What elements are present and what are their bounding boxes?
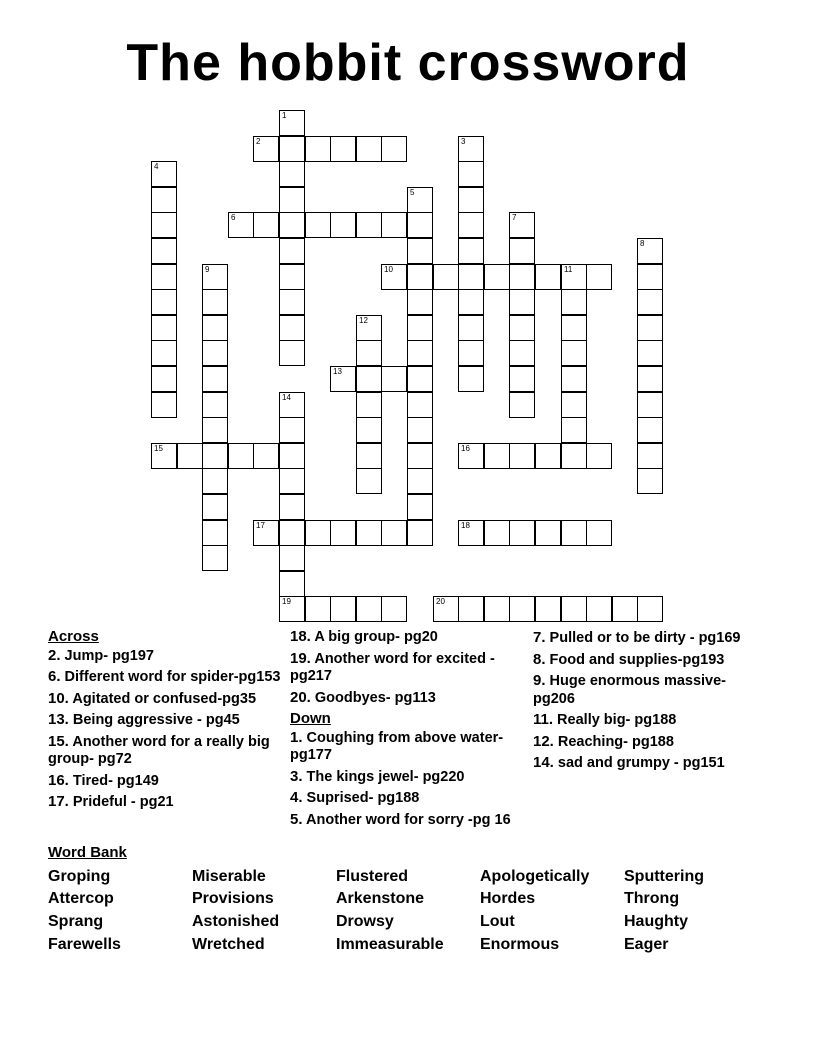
- grid-cell[interactable]: [484, 596, 510, 622]
- grid-cell[interactable]: [637, 366, 663, 392]
- grid-cell[interactable]: [356, 392, 382, 418]
- grid-cell[interactable]: [561, 443, 587, 469]
- grid-cell[interactable]: [151, 366, 177, 392]
- clue-number-label: 8.: [533, 650, 546, 668]
- grid-cell[interactable]: [228, 443, 254, 469]
- grid-cell[interactable]: [151, 212, 177, 238]
- grid-cell[interactable]: [535, 596, 561, 622]
- grid-cell[interactable]: [279, 264, 305, 290]
- clue-number-label: 5.: [290, 810, 303, 828]
- grid-cell[interactable]: [561, 289, 587, 315]
- grid-cell[interactable]: [407, 238, 433, 264]
- grid-cell[interactable]: [484, 264, 510, 290]
- down-clue: [290, 729, 535, 765]
- across-clue: [290, 689, 535, 708]
- grid-cell[interactable]: [253, 443, 279, 469]
- clue-number: 8: [640, 239, 645, 248]
- grid-cell[interactable]: [151, 238, 177, 264]
- grid-cell[interactable]: [407, 340, 433, 366]
- grid-cell[interactable]: [407, 417, 433, 443]
- grid-cell[interactable]: [458, 289, 484, 315]
- grid-cell[interactable]: [637, 315, 663, 341]
- across-clue-list-continued: [290, 628, 535, 707]
- grid-cell[interactable]: [407, 392, 433, 418]
- word-bank-entry: Sprang: [48, 913, 104, 930]
- across-clue: [48, 690, 293, 709]
- word-bank-entry: Astonished: [192, 913, 280, 930]
- grid-cell[interactable]: [330, 596, 356, 622]
- word-bank-entry: Sputtering: [624, 868, 704, 885]
- grid-cell[interactable]: [151, 161, 177, 187]
- grid-cell[interactable]: [407, 315, 433, 341]
- clue-text: Another word for sorry -pg 16: [302, 811, 511, 828]
- down-clue: [533, 754, 765, 773]
- clues-column-3: [533, 629, 765, 776]
- grid-cell[interactable]: [407, 264, 433, 290]
- grid-cell[interactable]: [509, 315, 535, 341]
- clue-text: Food and supplies-pg193: [545, 651, 725, 668]
- clue-number-label: 10.: [48, 689, 69, 707]
- word-bank-entry: Drowsy: [336, 913, 394, 930]
- grid-cell[interactable]: [279, 340, 305, 366]
- grid-cell[interactable]: [381, 520, 407, 546]
- word-bank-entry: Attercop: [48, 890, 114, 907]
- grid-cell[interactable]: [535, 443, 561, 469]
- clue-number-label: 18.: [290, 628, 311, 645]
- grid-cell[interactable]: [561, 315, 587, 341]
- clue-number-label: 19.: [290, 649, 311, 667]
- clue-text: Another word for excited - pg217: [290, 650, 495, 684]
- clue-text: The kings jewel- pg220: [302, 768, 465, 785]
- grid-cell[interactable]: [637, 443, 663, 469]
- clue-text: sad and grumpy - pg151: [553, 755, 725, 771]
- grid-cell[interactable]: [330, 212, 356, 238]
- down-clue-list: [290, 729, 535, 830]
- grid-cell[interactable]: [561, 264, 587, 290]
- down-clue: [533, 733, 765, 752]
- grid-cell[interactable]: [253, 520, 279, 546]
- down-clue: [290, 789, 535, 808]
- grid-cell[interactable]: [561, 340, 587, 366]
- grid-cell[interactable]: [202, 340, 228, 366]
- clue-text: Agitated or confused-pg35: [68, 690, 257, 707]
- grid-cell[interactable]: [279, 596, 305, 622]
- word-bank-entry: Throng: [624, 890, 680, 907]
- grid-cell[interactable]: [381, 264, 407, 290]
- clue-number-label: 14.: [533, 754, 554, 771]
- grid-cell[interactable]: [637, 417, 663, 443]
- clue-number-label: 3.: [290, 767, 303, 785]
- word-bank-entry: Apologetically: [480, 868, 590, 885]
- clue-number: 4: [154, 162, 159, 171]
- clue-number: 19: [282, 597, 291, 606]
- grid-cell[interactable]: [202, 545, 228, 571]
- grid-cell[interactable]: [330, 366, 356, 392]
- clue-text: Tired- pg149: [68, 772, 159, 789]
- down-clue-list-continued: [533, 629, 765, 773]
- grid-cell[interactable]: [637, 340, 663, 366]
- grid-cell[interactable]: [458, 340, 484, 366]
- grid-cell[interactable]: [509, 238, 535, 264]
- clue-text: Reaching- pg188: [553, 733, 674, 750]
- across-clue: [48, 733, 293, 769]
- grid-cell[interactable]: [458, 264, 484, 290]
- grid-cell[interactable]: [407, 443, 433, 469]
- clue-number: 11: [564, 265, 573, 274]
- word-bank-entry: Immeasurable: [336, 936, 444, 953]
- grid-cell[interactable]: [509, 366, 535, 392]
- grid-cell[interactable]: [279, 494, 305, 520]
- grid-cell[interactable]: [535, 520, 561, 546]
- clue-number: 17: [256, 521, 265, 530]
- grid-cell[interactable]: [458, 443, 484, 469]
- grid-cell[interactable]: [535, 264, 561, 290]
- down-clue: [290, 768, 535, 787]
- grid-cell[interactable]: [458, 596, 484, 622]
- across-clue: [290, 650, 535, 686]
- clue-number-label: 7.: [533, 629, 546, 646]
- clue-number: 5: [410, 188, 415, 197]
- clue-text: Jump- pg197: [60, 647, 154, 664]
- clue-number: 6: [231, 213, 236, 222]
- clue-text: Prideful - pg21: [68, 794, 174, 810]
- grid-cell[interactable]: [458, 187, 484, 213]
- grid-cell[interactable]: [407, 212, 433, 238]
- clue-text: Really big- pg188: [553, 712, 677, 728]
- grid-cell[interactable]: [458, 366, 484, 392]
- down-clue: [290, 811, 535, 830]
- grid-cell[interactable]: [356, 340, 382, 366]
- grid-cell[interactable]: [356, 136, 382, 162]
- grid-cell[interactable]: [330, 136, 356, 162]
- grid-cell[interactable]: [305, 136, 331, 162]
- clue-number: 10: [384, 265, 393, 274]
- word-bank-heading: Word Bank: [48, 844, 127, 861]
- grid-cell[interactable]: [509, 289, 535, 315]
- across-heading: Across: [48, 628, 99, 645]
- clue-number-label: 6.: [48, 668, 61, 685]
- grid-cell[interactable]: [637, 264, 663, 290]
- grid-cell[interactable]: [279, 136, 305, 162]
- grid-cell[interactable]: [637, 392, 663, 418]
- clue-number-label: 11.: [533, 711, 554, 728]
- clue-number: 16: [461, 444, 470, 453]
- across-clue: [48, 711, 293, 730]
- grid-cell[interactable]: [433, 596, 459, 622]
- grid-cell[interactable]: [356, 443, 382, 469]
- word-bank-entry: Groping: [48, 868, 111, 885]
- grid-cell[interactable]: [279, 289, 305, 315]
- grid-cell[interactable]: [279, 161, 305, 187]
- grid-cell[interactable]: [586, 443, 612, 469]
- grid-cell[interactable]: [305, 520, 331, 546]
- clue-text: Pulled or to be dirty - pg169: [545, 630, 741, 646]
- grid-cell[interactable]: [279, 392, 305, 418]
- clues-column-2: [290, 628, 535, 832]
- grid-cell[interactable]: [356, 315, 382, 341]
- clue-number: 3: [461, 137, 466, 146]
- clue-number: 9: [205, 265, 210, 274]
- grid-cell[interactable]: [458, 520, 484, 546]
- grid-cell[interactable]: [637, 238, 663, 264]
- grid-cell[interactable]: [151, 392, 177, 418]
- clues-column-1: [48, 628, 293, 815]
- grid-cell[interactable]: [484, 443, 510, 469]
- word-bank-entry: Wretched: [192, 936, 265, 953]
- grid-cell[interactable]: [202, 315, 228, 341]
- grid-cell[interactable]: [381, 212, 407, 238]
- across-clue: [290, 628, 535, 647]
- clue-text: Goodbyes- pg113: [310, 689, 436, 706]
- across-clue-list: [48, 647, 293, 812]
- grid-cell[interactable]: [253, 212, 279, 238]
- down-clue: [533, 629, 765, 648]
- grid-cell[interactable]: [356, 596, 382, 622]
- grid-cell[interactable]: [381, 136, 407, 162]
- grid-cell[interactable]: [407, 520, 433, 546]
- down-clue: [533, 651, 765, 670]
- word-bank-entry: Enormous: [480, 936, 560, 953]
- grid-cell[interactable]: [279, 545, 305, 571]
- word-bank-entry: Eager: [624, 936, 669, 953]
- grid-cell[interactable]: [356, 212, 382, 238]
- clue-number-label: 12.: [533, 732, 554, 750]
- grid-cell[interactable]: [305, 212, 331, 238]
- clue-text: Huge enormous massive- pg206: [533, 673, 727, 707]
- grid-cell[interactable]: [458, 136, 484, 162]
- grid-cell[interactable]: [381, 366, 407, 392]
- grid-cell[interactable]: [407, 366, 433, 392]
- grid-cell[interactable]: [228, 212, 254, 238]
- clue-number: 15: [154, 444, 163, 453]
- clue-number-label: 20.: [290, 688, 311, 706]
- clue-number: 13: [333, 367, 342, 376]
- grid-cell[interactable]: [279, 443, 305, 469]
- grid-cell[interactable]: [561, 366, 587, 392]
- clue-number: 12: [359, 316, 368, 325]
- grid-cell[interactable]: [561, 392, 587, 418]
- grid-cell[interactable]: [356, 520, 382, 546]
- grid-cell[interactable]: [356, 366, 382, 392]
- grid-cell[interactable]: [484, 520, 510, 546]
- grid-cell[interactable]: [151, 340, 177, 366]
- word-bank-entry: Arkenstone: [336, 890, 425, 907]
- across-clue: [48, 793, 293, 812]
- grid-cell[interactable]: [458, 238, 484, 264]
- grid-cell[interactable]: [279, 417, 305, 443]
- clue-number-label: 17.: [48, 793, 69, 810]
- grid-cell[interactable]: [612, 596, 638, 622]
- grid-cell[interactable]: [509, 212, 535, 238]
- grid-cell[interactable]: [202, 392, 228, 418]
- grid-cell[interactable]: [509, 520, 535, 546]
- clue-text: A big group- pg20: [310, 629, 438, 645]
- word-bank-entry: Farewells: [48, 936, 121, 953]
- grid-cell[interactable]: [202, 443, 228, 469]
- grid-cell[interactable]: [202, 417, 228, 443]
- across-clue: [48, 772, 293, 791]
- grid-cell[interactable]: [509, 392, 535, 418]
- word-bank-entry: Haughty: [624, 913, 688, 930]
- grid-cell[interactable]: [561, 596, 587, 622]
- grid-cell[interactable]: [509, 340, 535, 366]
- across-clue: [48, 668, 293, 687]
- grid-cell[interactable]: [356, 417, 382, 443]
- grid-cell[interactable]: [202, 520, 228, 546]
- clue-number-label: 4.: [290, 789, 303, 806]
- grid-cell[interactable]: [458, 212, 484, 238]
- clue-number-label: 9.: [533, 672, 546, 689]
- grid-cell[interactable]: [202, 494, 228, 520]
- grid-cell[interactable]: [279, 468, 305, 494]
- grid-cell[interactable]: [561, 417, 587, 443]
- grid-cell[interactable]: [151, 315, 177, 341]
- word-bank-entry: Flustered: [336, 868, 409, 885]
- grid-cell[interactable]: [279, 520, 305, 546]
- grid-cell[interactable]: [561, 520, 587, 546]
- grid-cell[interactable]: [458, 161, 484, 187]
- grid-cell[interactable]: [279, 238, 305, 264]
- grid-cell[interactable]: [202, 366, 228, 392]
- clue-number-label: 1.: [290, 728, 303, 746]
- grid-cell[interactable]: [202, 264, 228, 290]
- grid-cell[interactable]: [433, 264, 459, 290]
- grid-cell[interactable]: [151, 443, 177, 469]
- grid-cell[interactable]: [458, 315, 484, 341]
- grid-cell[interactable]: [151, 264, 177, 290]
- grid-cell[interactable]: [509, 596, 535, 622]
- down-heading: Down: [290, 710, 331, 727]
- clue-number: 2: [256, 137, 261, 146]
- clue-number: 14: [282, 393, 291, 402]
- grid-cell[interactable]: [586, 596, 612, 622]
- grid-cell[interactable]: [509, 264, 535, 290]
- grid-cell[interactable]: [407, 187, 433, 213]
- clue-number-label: 2.: [48, 646, 61, 664]
- word-bank-entry: Hordes: [480, 890, 536, 907]
- clue-text: Coughing from above water- pg177: [290, 729, 504, 763]
- grid-cell[interactable]: [637, 289, 663, 315]
- word-bank-entry: Provisions: [192, 890, 274, 907]
- clue-text: Different word for spider-pg153: [60, 669, 281, 685]
- grid-cell[interactable]: [279, 187, 305, 213]
- down-clue: [533, 672, 765, 708]
- clue-number: 18: [461, 521, 470, 530]
- grid-cell[interactable]: [407, 494, 433, 520]
- down-clue: [533, 711, 765, 730]
- grid-cell[interactable]: [151, 187, 177, 213]
- grid-cell[interactable]: [279, 110, 305, 136]
- grid-cell[interactable]: [279, 571, 305, 597]
- clue-number: 7: [512, 213, 517, 222]
- grid-cell[interactable]: [253, 136, 279, 162]
- grid-cell[interactable]: [279, 212, 305, 238]
- grid-cell[interactable]: [381, 596, 407, 622]
- clue-number: 20: [436, 597, 445, 606]
- clue-number-label: 13.: [48, 711, 69, 728]
- grid-cell[interactable]: [202, 468, 228, 494]
- grid-cell[interactable]: [279, 315, 305, 341]
- clue-number-label: 15.: [48, 732, 69, 750]
- page-title: The hobbit crossword: [126, 34, 690, 92]
- clue-text: Another word for a really big group- pg72: [48, 733, 270, 767]
- grid-cell[interactable]: [586, 520, 612, 546]
- grid-cell[interactable]: [177, 443, 203, 469]
- grid-cell[interactable]: [330, 520, 356, 546]
- grid-cell[interactable]: [202, 289, 228, 315]
- clue-text: Being aggressive - pg45: [68, 712, 240, 728]
- clue-number-label: 16.: [48, 771, 69, 789]
- clue-text: Suprised- pg188: [302, 790, 420, 806]
- grid-cell[interactable]: [151, 289, 177, 315]
- grid-cell[interactable]: [586, 264, 612, 290]
- across-clue: [48, 647, 293, 666]
- word-bank-entry: Miserable: [192, 868, 266, 885]
- grid-cell[interactable]: [509, 443, 535, 469]
- grid-cell[interactable]: [407, 468, 433, 494]
- grid-cell[interactable]: [356, 468, 382, 494]
- grid-cell[interactable]: [407, 289, 433, 315]
- grid-cell[interactable]: [637, 596, 663, 622]
- word-bank-entry: Lout: [480, 913, 515, 930]
- grid-cell[interactable]: [305, 596, 331, 622]
- grid-cell[interactable]: [637, 468, 663, 494]
- clue-number: 1: [282, 111, 287, 120]
